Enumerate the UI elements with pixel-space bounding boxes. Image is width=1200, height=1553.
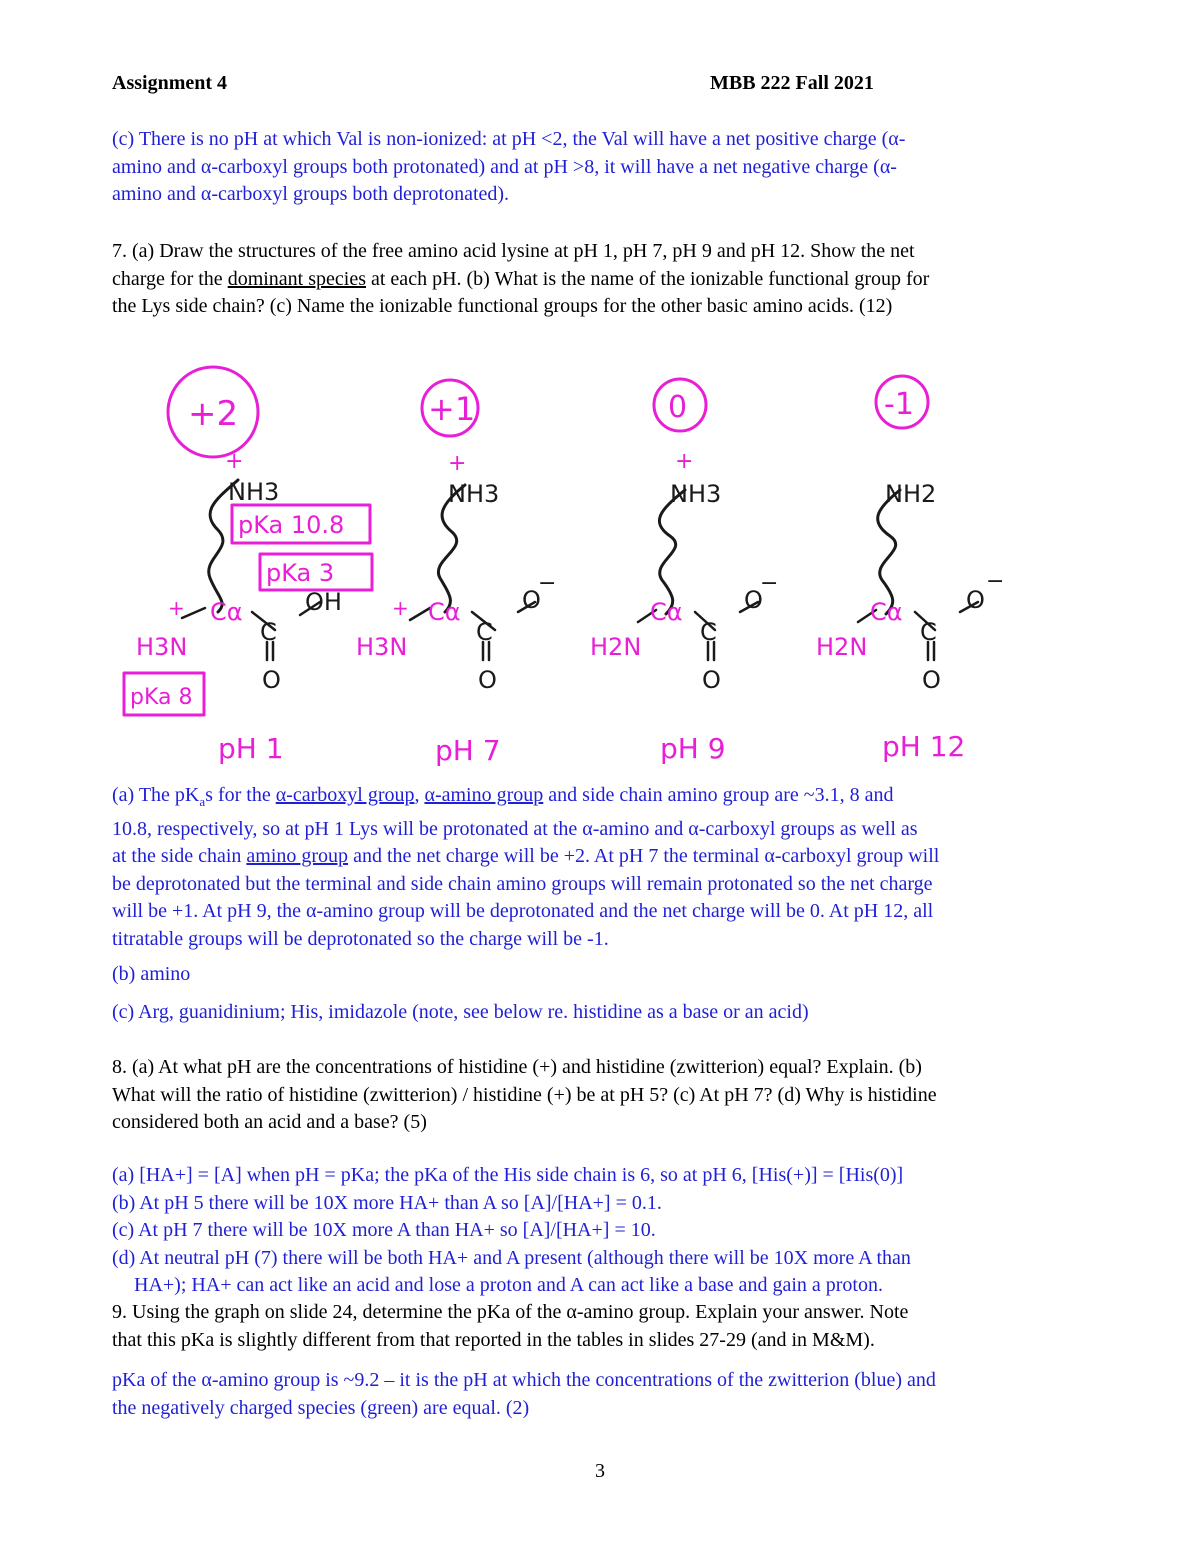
answer-7a-line-3: at the side chain amino group and the net charge will be +2. At pH 7 the terminal α-carboxyl group will (112, 845, 940, 867)
underlined-alpha-carboxyl: α-carboxyl group (275, 784, 415, 806)
charge-label-4: -1 (884, 387, 914, 422)
side-chain-zigzag-3 (659, 490, 685, 614)
carboxyl-4: O (966, 586, 985, 614)
answer-8c: (c) At pH 7 there will be 10X more A than HA+ so [A]/[HA+] = 10. (112, 1219, 656, 1241)
side-amine-3: NH3 (670, 480, 722, 508)
pka-box-label-3: pKa 8 (130, 685, 193, 710)
calpha-4: Cα (870, 598, 903, 626)
underlined-dominant-species: dominant species (227, 267, 366, 290)
calpha-1: Cα (210, 598, 243, 626)
question-8 (112, 1054, 1097, 1137)
alpha-amine-4: H2N (816, 633, 868, 661)
carboxyl-2: O (522, 586, 541, 614)
charge-label-1: +2 (188, 394, 239, 434)
question-9-line-2: that this pKa is slightly different from that reported in the tables in slides 27-29 (and in M&M). (112, 1328, 875, 1351)
carbonyl-o-2: O (478, 666, 497, 694)
carboxyl-1: OH (305, 588, 342, 616)
carbon-2: C (476, 618, 493, 646)
alpha-amine-2: H3N (356, 633, 408, 661)
question-7-line-1: 7. (a) Draw the structures of the free amino acid lysine at pH 1, pH 7, pH 9 and pH 12. Show the net (112, 240, 915, 262)
carbonyl-o-3: O (702, 666, 721, 694)
pka-box-label-1: pKa 10.8 (238, 511, 345, 539)
answer-9-line-1: pKa of the α-amino group is ~9.2 – it is the pH at which the concentrations of the zwitterion (blue) and (112, 1369, 936, 1391)
answer-6c-line-3: amino and α-carboxyl groups both deprotonated). (112, 183, 510, 205)
answer-7a-line-4: be deprotonated but the terminal and side chain amino groups will remain protonated so the net charge (112, 872, 933, 895)
answer-7a-line-2: 10.8, respectively, so at pH 1 Lys will be protonated at the α-amino and α-carboxyl groups as well as (112, 817, 918, 840)
answer-7a-line-1: (a) The $pK_as$ for the α-carboxyl group, α-amino group and side chain amino group are ~3.1, 8 and (112, 784, 894, 809)
charge-label-3: 0 (668, 390, 688, 425)
ph-label-3: pH 9 (660, 732, 726, 765)
ph-label-1: pH 1 (218, 732, 284, 765)
side-chain-zigzag-4 (878, 490, 900, 614)
plus-alpha-1: + (168, 596, 185, 620)
answer-8b: (b) At pH 5 there will be 10X more HA+ than A so [A]/[HA+] = 0.1. (112, 1191, 662, 1214)
answer-7a (112, 782, 1097, 953)
answer-8a: (a) [HA+] = [A] when pH = pKa; the pKa of the His side chain is 6, so at pH 6, [His(+)] = [His(0)] (112, 1164, 904, 1186)
structure-ph1 (124, 367, 372, 715)
answer-7b: (b) amino (112, 963, 191, 985)
answer-6c-line-1: (c) There is no pH at which Val is non-ionized: at pH <2, the Val will have a net positive charge (α- (112, 128, 906, 150)
question-7-line-3: the Lys side chain? (c) Name the ionizable functional groups for the other basic amino acids. (12) (112, 295, 893, 317)
answer-8d-line-1: (d) At neutral pH (7) there will be both HA+ and A present (although there will be 10X more A than (112, 1246, 911, 1269)
underlined-alpha-amino: α-amino group (424, 784, 544, 806)
carbonyl-o-4: O (922, 666, 941, 694)
question-8-line-2: What will the ratio of histidine (zwitterion) / histidine (+) be at pH 5? (c) At pH 7? (d) Why is histidine (112, 1083, 937, 1106)
minus-3: − (760, 571, 779, 596)
answer-8d-line-2: HA+); HA+ can act like an acid and lose a proton and A can act like a base and gain a proton. (134, 1274, 883, 1296)
page-number: 3 (595, 1460, 605, 1482)
minus-2: − (538, 571, 557, 596)
underlined-amino-group: amino group (246, 845, 349, 867)
answer-6c-line-2: amino and α-carboxyl groups both protonated) and at pH >8, it will have a net negative charge (α- (112, 155, 897, 178)
question-8-line-1: 8. (a) At what pH are the concentrations of histidine (+) and histidine (zwitterion) equal? Explain. (b) (112, 1056, 922, 1078)
side-amine-4: NH2 (885, 480, 937, 508)
answer-9-line-2: the negatively charged species (green) are equal. (2) (112, 1396, 530, 1419)
answer-7a-line-6: titratable groups will be deprotonated so the charge will be -1. (112, 927, 609, 950)
question-9-line-1: 9. Using the graph on slide 24, determine the pKa of the α-amino group. Explain your answer. Note (112, 1301, 909, 1323)
calpha-3: Cα (650, 598, 683, 626)
carboxyl-3: O (744, 586, 763, 614)
carbon-3: C (700, 618, 717, 646)
minus-4: − (986, 569, 1005, 594)
answer-8 (112, 1162, 1097, 1300)
plus-alpha-2: + (392, 596, 409, 620)
ph-label-4: pH 12 (882, 730, 966, 763)
plus-side-3: + (675, 449, 694, 474)
answer-6c (112, 126, 1097, 209)
plus-side-1: + (225, 449, 244, 474)
answer-7c: (c) Arg, guanidinium; His, imidazole (note, see below re. histidine as a base or an acid) (112, 1001, 809, 1023)
charge-label-2: +1 (428, 390, 476, 428)
answer-9 (112, 1367, 1097, 1422)
plus-side-2: + (448, 451, 467, 476)
side-amine-2: NH3 (448, 480, 500, 508)
lysine-structures-figure (110, 350, 1100, 780)
alpha-amine-3: H2N (590, 633, 642, 661)
question-9 (112, 1299, 1097, 1354)
header-course: MBB 222 Fall 2021 (710, 72, 874, 94)
header-assignment-title: Assignment 4 (112, 72, 228, 94)
carbonyl-o-1: O (262, 666, 281, 694)
side-amine-1: NH3 (228, 478, 280, 506)
ph-label-2: pH 7 (435, 734, 501, 767)
question-7-line-2: charge for the dominant species at each pH. (b) What is the name of the ionizable functional group for (112, 267, 930, 290)
carbon-4: C (920, 618, 937, 646)
answer-7a-line-5: will be +1. At pH 9, the α-amino group will be deprotonated and the net charge will be 0. At pH 12, all (112, 900, 934, 922)
calpha-2: Cα (428, 598, 461, 626)
pka-box-label-2: pKa 3 (266, 559, 335, 587)
alpha-amine-1: H3N (136, 633, 188, 661)
question-8-line-3: considered both an acid and a base? (5) (112, 1111, 427, 1133)
question-7 (112, 238, 1097, 321)
carbon-1: C (260, 618, 277, 646)
